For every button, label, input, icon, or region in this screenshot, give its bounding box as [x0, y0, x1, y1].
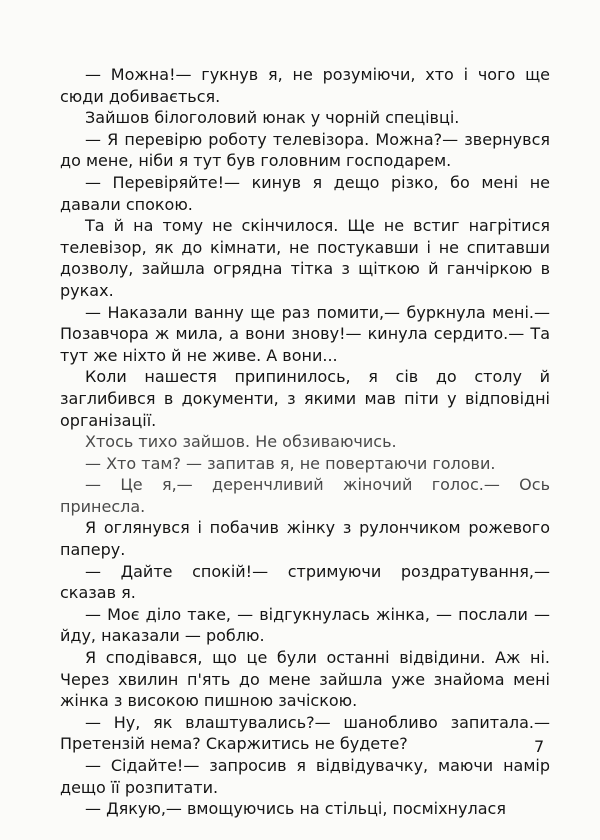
paragraph: Та й на тому не скінчилося. Ще не встиг нагрітися телевізор, як до кімнати, не постукавши і не спитавши дозволу, зайшла огрядна тітка з щіткою й ганчіркою в руках.	[60, 216, 550, 300]
page-number: 7	[534, 737, 545, 756]
paragraph: — Дякую,— вмощуючись на стільці, посміхнулася	[85, 799, 506, 819]
paragraph: Я сподівався, що це були останні відвідини. Аж ні. Через хвилин п'ять до мене зайшла уже знайома мені жінка з високою пишною зачіскою.	[60, 648, 550, 711]
paragraph: — Хто там? — запитав я, не повертаючи голови.	[85, 453, 496, 473]
paragraph: — Сідайте!— запросив я відвідувачку, маючи намір дещо її розпитати.	[60, 756, 550, 797]
paragraph: Хтось тихо зайшов. Не обзиваючись.	[85, 432, 397, 452]
paragraph: — Дайте спокій!— стримуючи роздратування,— сказав я.	[60, 561, 550, 603]
paragraph: — Моє діло таке, — відгукнулась жінка, — послали — йду, наказали — роблю.	[60, 604, 550, 646]
paragraph: — Ну, як влаштувались?— шанобливо запитала.— Претензій нема? Скаржитись не будете?	[60, 712, 550, 754]
paragraph: — Я перевірю роботу телевізора. Можна?— звернувся до мене, ніби я тут був головним господарем.	[60, 129, 550, 171]
body-text	[60, 64, 550, 820]
paragraph: — Перевіряйте!— кинув я дещо різко, бо мені не давали спокою.	[60, 172, 550, 214]
paragraph: — Наказали ванну ще раз помити,— буркнула мені.— Позавчора ж мила, а вони знову!— кинула сердито.— Та тут же ніхто й не живе. А вони...	[60, 302, 550, 365]
paragraph: Я оглянувся і побачив жінку з рулончиком рожевого паперу.	[60, 518, 550, 560]
paragraph: Зайшов білоголовий юнак у чорній спецівці.	[85, 108, 460, 128]
paragraph: — Можна!— гукнув я, не розуміючи, хто і чого ще сюди добивається.	[60, 65, 550, 106]
paragraph: — Це я,— деренчливий жіночий голос.— Ось принесла.	[60, 475, 550, 516]
paragraph: Коли нашестя припинилось, я сів до столу й заглибився в документи, з якими мав піти у відповідні організації.	[60, 367, 550, 430]
